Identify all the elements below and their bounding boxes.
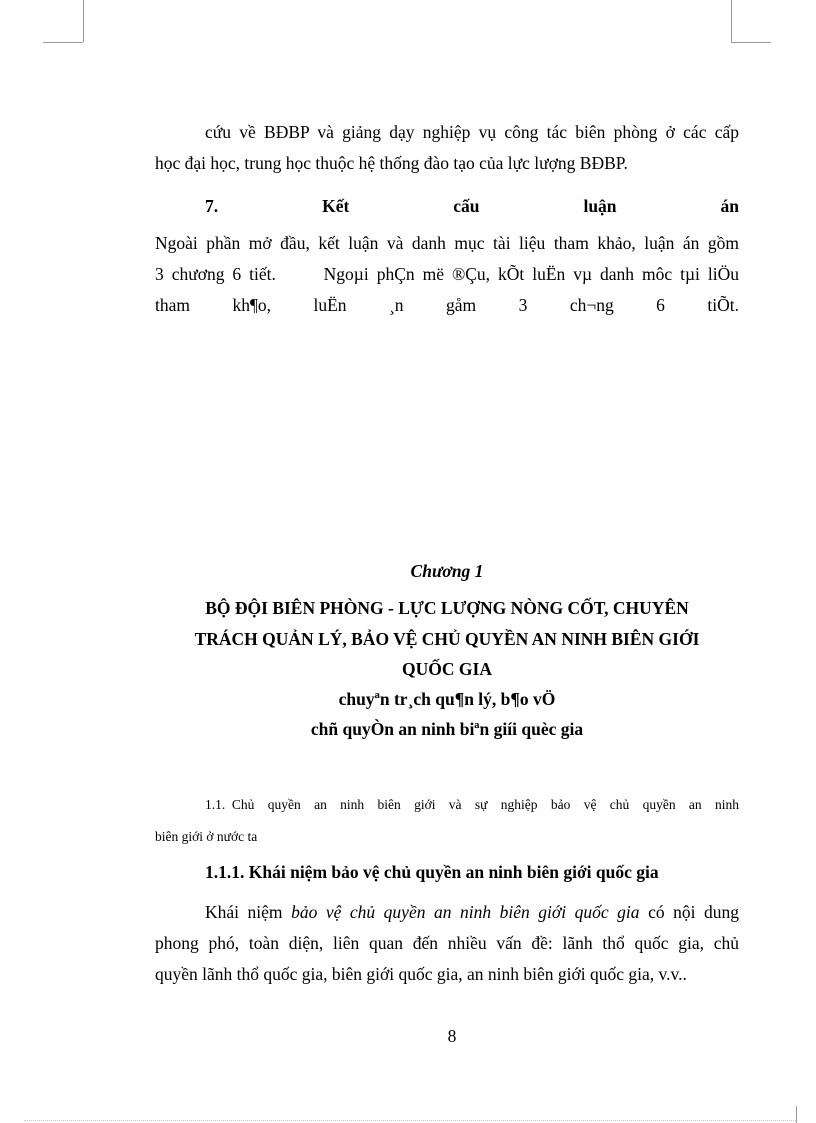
corner-mark-top-right bbox=[731, 0, 732, 42]
section-7-line-1: Ngoài phần mở đầu, kết luận và danh mục tài liệu tham khảo, luận án gồm bbox=[155, 233, 739, 253]
chapter-garbled-line-2: chñ quyÒn an ninh biªn giíi quèc gia bbox=[310, 719, 584, 739]
body-italic-term: bảo vệ chủ quyền an ninh biên giới quốc gia bbox=[291, 902, 640, 922]
section-7-word-4: án bbox=[720, 196, 739, 216]
chapter-label: Chương 1 bbox=[410, 561, 484, 581]
corner-mark-top-left-h bbox=[43, 42, 83, 43]
word: ¸n bbox=[388, 295, 404, 315]
section-7-line-3 bbox=[155, 290, 739, 321]
section-1-1-1-line-2: phong phó, toàn diện, liên quan đến nhiều vấn đề: lãnh thổ quốc gia, chủ bbox=[155, 933, 739, 953]
chapter-title-line-3: QUỐC GIA bbox=[402, 659, 492, 679]
word: tiÕt. bbox=[707, 295, 739, 315]
body-lead: Khái niệm bbox=[205, 902, 292, 922]
section-1-1-1-heading: 1.1.1. Khái niệm bảo vệ chủ quyền an ninh biên giới quốc gia bbox=[205, 862, 659, 882]
section-7-word-3: luận bbox=[583, 196, 617, 216]
section-7-number: 7. bbox=[205, 196, 219, 216]
word: ch¬ng bbox=[569, 295, 614, 315]
body-rest: có nội dung bbox=[639, 902, 739, 922]
word: 3 bbox=[518, 295, 528, 315]
word: 6 bbox=[656, 295, 665, 315]
chapter-garbled-line-1: chuyªn tr¸ch qu¶n lý, b¶o vÖ bbox=[338, 689, 556, 709]
section-7-line-2: 3 chương 6 tiết. Ngoµi phÇn më ®Çu, kÕt luËn vµ danh môc tµi liÖu bbox=[155, 264, 739, 284]
corner-mark-bottom-right bbox=[796, 1106, 797, 1123]
page-bottom-edge bbox=[24, 1120, 796, 1121]
word: luËn bbox=[313, 295, 347, 315]
page-number: 8 bbox=[447, 1026, 457, 1046]
section-7-word-1: Kết bbox=[322, 196, 350, 216]
section-1-1-1-line-3: quyền lãnh thổ quốc gia, biên giới quốc gia, an ninh biên giới quốc gia, v.v.. bbox=[155, 964, 687, 984]
intro-line-2: học đại học, trung học thuộc hệ thống đào tạo của lực lượng BĐBP. bbox=[155, 153, 628, 173]
section-1-1-line-2: biên giới ở nước ta bbox=[155, 829, 258, 844]
corner-mark-top-right-h bbox=[731, 42, 771, 43]
section-7-heading bbox=[205, 191, 739, 222]
section-1-1-line-1: 1.1. Chủ quyền an ninh biên giới và sự nghiệp bảo vệ chủ quyền an ninh bbox=[205, 797, 739, 812]
word: tham bbox=[155, 295, 190, 315]
word: gåm bbox=[446, 295, 477, 315]
chapter-title-line-1: BỘ ĐỘI BIÊN PHÒNG - LỰC LƯỢNG NÒNG CỐT, CHUYÊN bbox=[205, 598, 689, 618]
chapter-title-line-2: TRÁCH QUẢN LÝ, BẢO VỆ CHỦ QUYỀN AN NINH BIÊN GIỚI bbox=[194, 629, 700, 649]
intro-line-1: cứu về BĐBP và giảng dạy nghiệp vụ công tác biên phòng ở các cấp bbox=[205, 122, 739, 142]
word: kh¶o, bbox=[232, 295, 272, 315]
section-1-1-1-line-1 bbox=[205, 897, 739, 928]
section-7-word-2: cấu bbox=[453, 196, 480, 216]
corner-mark-top-left bbox=[83, 0, 84, 42]
